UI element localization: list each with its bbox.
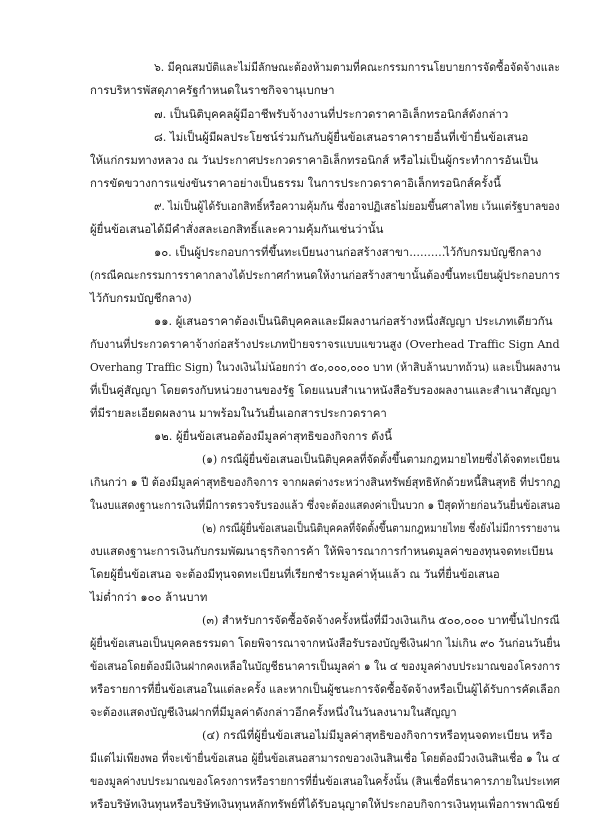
text-line: การขัดขวางการแข่งขันราคาอย่างเป็นธรรม ในการประกวดราคาอิเล็กทรอนิกส์ครั้งนี้ [90, 176, 501, 190]
text-line: งบแสดงฐานะการเงินกับกรมพัฒนาธุรกิจการค้า ให้พิจารณาการกำหนดมูลค่าของทุนจดทะเบียน [90, 544, 553, 558]
text-line: (๔) กรณีที่ผู้ยื่นข้อเสนอไม่มีมูลค่าสุทธิของกิจการหรือทุนจดทะเบียน หรือ [202, 728, 553, 742]
text-line: การบริหารพัสดุภาครัฐกำหนดในราชกิจจานุเบกษา [90, 83, 335, 97]
text-line: ในงบแสดงฐานะการเงินที่มีการตรวจรับรองแล้ว ซึ่งจะต้องแสดงค่าเป็นบวก ๑ ปีสุดท้ายก่อนวันยื่นข้อเสนอ [90, 498, 561, 512]
text-line: จะต้องแสดงบัญชีเงินฝากที่มีมูลค่าดังกล่าวอีกครั้งหนึ่งในวันลงนามในสัญญา [90, 705, 457, 719]
text-line: ๗. เป็นนิติบุคคลผู้มีอาชีพรับจ้างงานที่ประกวดราคาอิเล็กทรอนิกส์ดังกล่าว [154, 107, 509, 121]
text-line: (๑) กรณีผู้ยื่นข้อเสนอเป็นนิติบุคคลที่จัดตั้งขึ้นตามกฎหมายไทยซึ่งได้จดทะเบียน [202, 452, 560, 466]
text-line: โดยผู้ยื่นข้อเสนอ จะต้องมีทุนจดทะเบียนที่เรียกชำระมูลค่าหุ้นแล้ว ณ วันที่ยื่นข้อเสนอ [90, 567, 500, 581]
text-line: ผู้ยื่นข้อเสนอเป็นบุคคลธรรมดา โดยพิจารณาจากหนังสือรับรองบัญชีเงินฝาก ไม่เกิน ๙๐ วันก่อนวันยื่น [90, 636, 561, 650]
text-line: ๑๒. ผู้ยื่นข้อเสนอต้องมีมูลค่าสุทธิของกิจการ ดังนี้ [154, 429, 392, 443]
text-line: ๖. มีคุณสมบัติและไม่มีลักษณะต้องห้ามตามที่คณะกรรมการนโยบายการจัดซื้อจัดจ้างและ [154, 60, 560, 74]
text-line: ที่เป็นคู่สัญญา โดยตรงกับหน่วยงานของรัฐ โดยแนบสำเนาหนังสือรับรองผลงานและสำเนาสัญญา [90, 383, 557, 397]
text-line: ผู้ยื่นข้อเสนอได้มีคำสั่งสละเอกสิทธิ์และความคุ้มกันเช่นว่านั้น [90, 222, 384, 236]
text-line: เกินกว่า ๑ ปี ต้องมีมูลค่าสุทธิของกิจการ จากผลต่างระหว่างสินทรัพย์สุทธิหักด้วยหนี้สินสุทธิ ที่ปรากฏ [90, 475, 561, 489]
text-line: ไว้กับกรมบัญชีกลาง [444, 245, 542, 259]
text-line: หรือรายการที่ยื่นข้อเสนอในแต่ละครั้ง และหากเป็นผู้ชนะการจัดซื้อจัดจ้างหรือเป็นผู้ได้รับการคัดเลือก [90, 682, 560, 696]
text-line: ไม่ต่ำกว่า ๑๐๐ ล้านบาท [90, 590, 208, 604]
text-line: ๑๑. ผู้เสนอราคาต้องเป็นนิติบุคคลและมีผลงานก่อสร้างหนึ่งสัญญา ประเภทเดียวกัน [154, 314, 553, 328]
text-line: กับงานที่ประกวดราคาจ้างก่อสร้างประเภทป้ายจราจรแบบแขวนสูง (Overhead Traffic Sign And [90, 337, 560, 351]
text-line: ของมูลค่างบประมาณของโครงการหรือรายการที่ยื่นข้อเสนอในครั้งนั้น (สินเชื่อที่ธนาคารภายในประเทศ [90, 774, 560, 788]
text-line: Overhang Traffic Sign) ในวงเงินไม่น้อยกว่า ๕๐,๐๐๐,๐๐๐ บาท (ห้าสิบล้านบาทถ้วน) และเป็นผลงาน [90, 360, 561, 374]
text-line: (๒) กรณีผู้ยื่นข้อเสนอเป็นนิติบุคคลที่จัดตั้งขึ้นตามกฎหมายไทย ซึ่งยังไม่มีการรายงาน [202, 521, 560, 535]
text-line: ข้อเสนอโดยต้องมีเงินฝากคงเหลือในบัญชีธนาคารเป็นมูลค่า ๑ ใน ๔ ของมูลค่างบประมาณของโครงการ [90, 659, 561, 673]
text-line: ที่มีรายละเอียดผลงาน มาพร้อมในวันยื่นเอกสารประกวดราคา [90, 406, 387, 420]
text-line: หรือบริษัทเงินทุนหรือบริษัทเงินทุนหลักทรัพย์ที่ได้รับอนุญาตให้ประกอบกิจการเงินทุนเพื่อการพาณิชย์ [90, 797, 560, 811]
text-line: (๓) สำหรับการจัดซื้อจัดจ้างครั้งหนึ่งที่มีวงเงินเกิน ๕๐๐,๐๐๐ บาทขึ้นไปกรณี [202, 613, 560, 627]
text-line: ๙. ไม่เป็นผู้ได้รับเอกสิทธิ์หรือความคุ้มกัน ซึ่งอาจปฏิเสธไม่ยอมขึ้นศาลไทย เว้นแต่รัฐบาลของ [154, 199, 560, 213]
text-line: ให้แก่กรมทางหลวง ณ วันประกาศประกวดราคาอิเล็กทรอนิกส์ หรือไม่เป็นผู้กระทำการอันเป็น [90, 153, 539, 167]
text-line: มีแต่ไม่เพียงพอ ที่จะเข้ายื่นข้อเสนอ ผู้ยื่นข้อเสนอสามารถขอวงเงินสินเชื่อ โดยต้องมีวงเงินสินเชื่อ ๑ ใน ๔ [90, 751, 560, 765]
text-line: ไว้กับกรมบัญชีกลาง) [90, 291, 192, 305]
text-line: (กรณีคณะกรรมการราคากลางได้ประกาศกำหนดให้งานก่อสร้างสาขานั้นต้องขึ้นทะเบียนผู้ประกอบการ [90, 268, 560, 282]
text-line: ๘. ไม่เป็นผู้มีผลประโยชน์ร่วมกันกับผู้ยื่นข้อเสนอราคารายอื่นที่เข้ายื่นข้อเสนอ [154, 130, 529, 144]
text-line: ๑๐. เป็นผู้ประกอบการที่ขึ้นทะเบียนงานก่อสร้างสาขา.......... [154, 245, 446, 259]
